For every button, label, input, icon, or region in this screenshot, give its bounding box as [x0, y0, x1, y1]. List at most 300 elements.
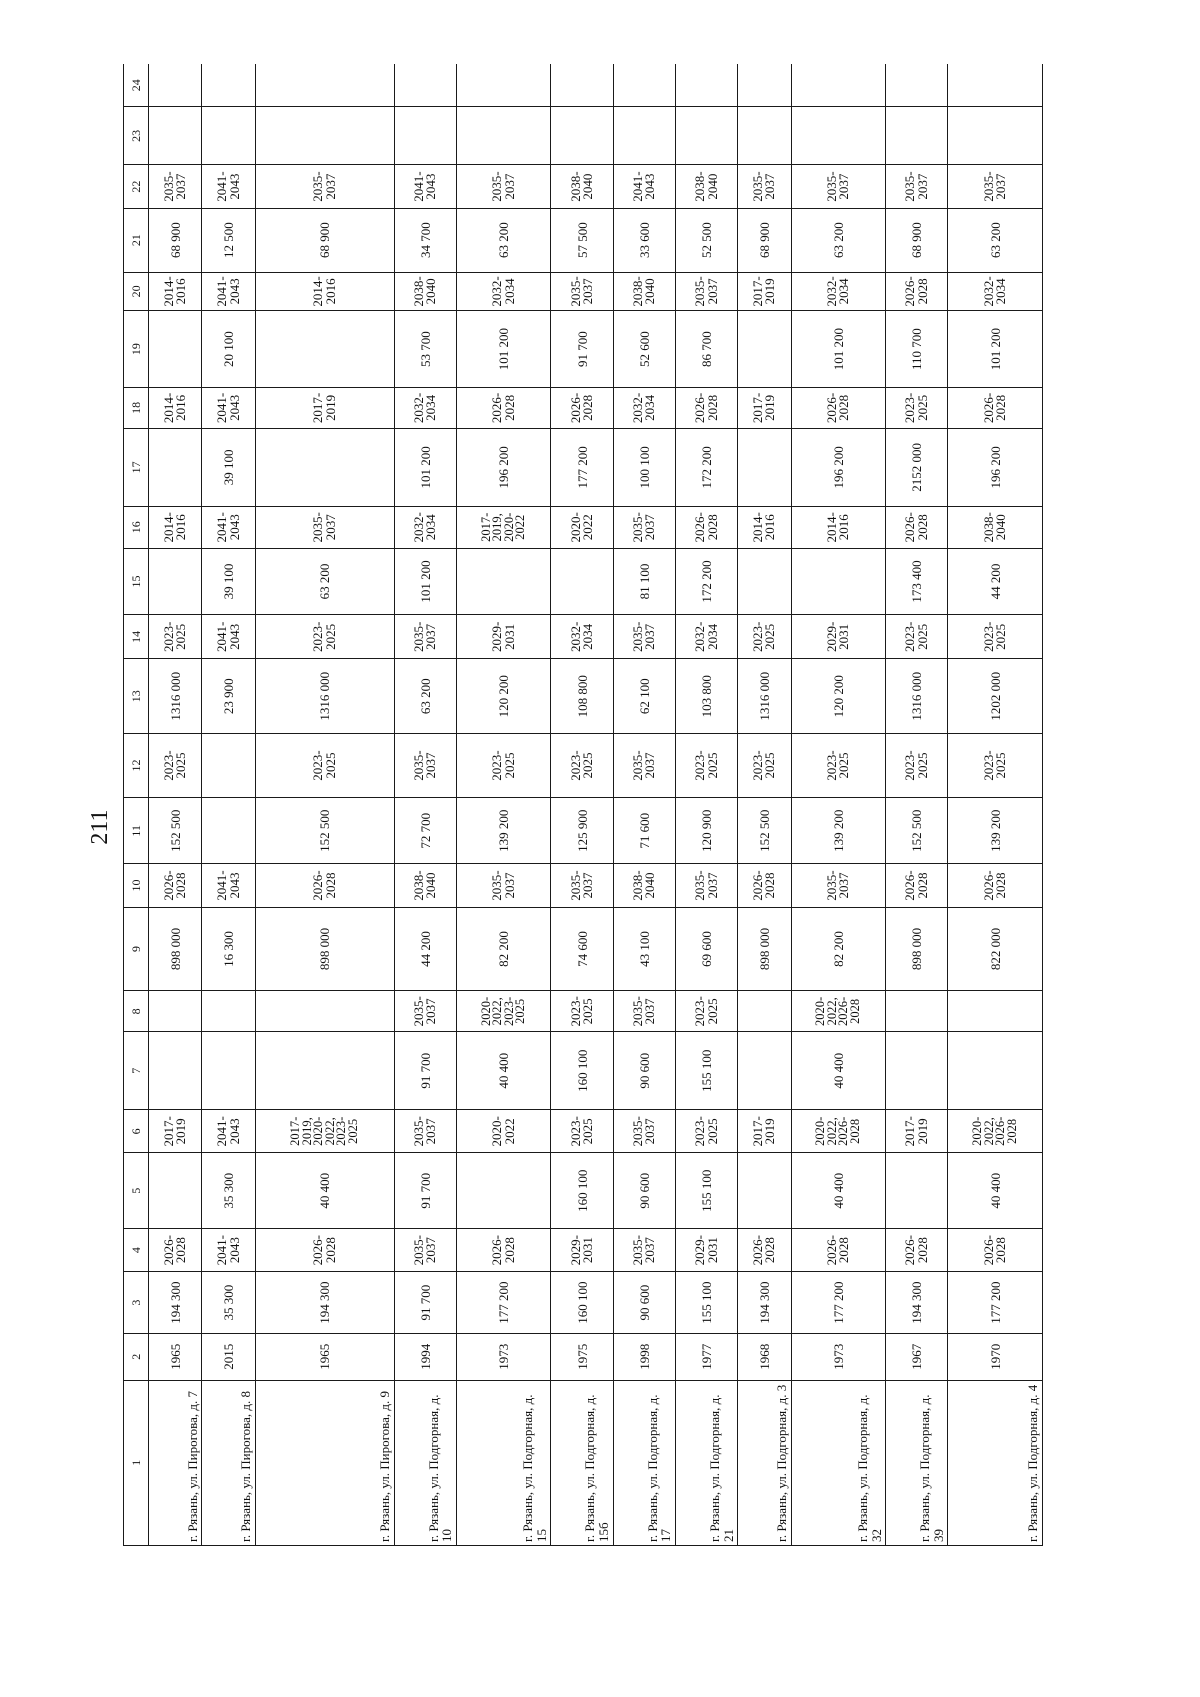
table-cell: 2017- 2019 [738, 272, 791, 310]
column-number-cell: 13 [124, 659, 149, 734]
table-cell: 139 200 [948, 798, 1043, 864]
column-number-cell: 9 [124, 907, 149, 991]
table-cell: 2035- 2037 [255, 165, 394, 208]
table-cell: 194 300 [149, 1272, 202, 1334]
table-cell [255, 311, 394, 388]
table-cell: 2032- 2034 [394, 388, 456, 429]
table-cell: 91 700 [394, 1032, 456, 1110]
table-cell: 2026- 2028 [948, 388, 1043, 429]
table-cell: 90 600 [613, 1272, 675, 1334]
table-cell [202, 64, 255, 107]
table-cell: 898 000 [149, 907, 202, 991]
table-cell: 2023- 2025 [255, 615, 394, 659]
table-cell: 1965 [149, 1333, 202, 1380]
column-number-cell: 6 [124, 1110, 149, 1153]
table-cell: 2017- 2019 [886, 1110, 948, 1153]
table-cell: 2041- 2043 [202, 1110, 255, 1153]
table-cell: 103 800 [676, 659, 738, 734]
table-cell: 2026- 2028 [738, 1229, 791, 1272]
table-cell: 2035- 2037 [394, 1110, 456, 1153]
column-number-cell: 12 [124, 734, 149, 798]
table-row [886, 64, 948, 1546]
table-cell: 63 200 [255, 548, 394, 614]
table-cell: 110 700 [886, 311, 948, 388]
table-cell [149, 991, 202, 1032]
table-cell [948, 107, 1043, 165]
table-cell [886, 991, 948, 1032]
repair-schedule-table [123, 64, 1043, 1546]
page-number: 211 [87, 809, 113, 845]
column-number-cell: 14 [124, 615, 149, 659]
table-cell: 2020- 2022, 2026- 2028 [791, 1110, 886, 1153]
table-cell: 2023- 2025 [551, 991, 613, 1032]
table-cell: 2038- 2040 [551, 165, 613, 208]
table-cell: 2017- 2019, 2020- 2022, 2023- 2025 [255, 1110, 394, 1153]
table-container [123, 64, 1043, 1546]
table-cell: 101 200 [791, 311, 886, 388]
table-cell: 172 200 [676, 428, 738, 506]
table-cell [202, 798, 255, 864]
address-cell: г. Рязань, ул. Подгорная, д. 17 [613, 1380, 675, 1545]
table-cell: 160 100 [551, 1272, 613, 1334]
table-cell [255, 64, 394, 107]
table-cell: 2023- 2025 [149, 615, 202, 659]
table-cell: 82 200 [456, 907, 551, 991]
table-cell [948, 991, 1043, 1032]
table-cell: 2032- 2034 [791, 272, 886, 310]
column-number-cell: 11 [124, 798, 149, 864]
table-cell: 2023- 2025 [255, 734, 394, 798]
column-number-cell: 7 [124, 1032, 149, 1110]
table-row [202, 64, 255, 1546]
table-cell [456, 548, 551, 614]
table-cell: 2014- 2016 [791, 506, 886, 548]
table-cell: 2041- 2043 [202, 165, 255, 208]
table-cell [202, 107, 255, 165]
table-cell: 2023- 2025 [738, 734, 791, 798]
table-cell: 152 500 [149, 798, 202, 864]
table-cell: 2035- 2037 [613, 1229, 675, 1272]
table-cell: 196 200 [456, 428, 551, 506]
table-cell: 2026- 2028 [886, 272, 948, 310]
table-cell: 53 700 [394, 311, 456, 388]
table-cell [149, 311, 202, 388]
table-cell: 90 600 [613, 1153, 675, 1229]
column-number-cell: 20 [124, 272, 149, 310]
table-cell: 1967 [886, 1333, 948, 1380]
table-cell: 2029- 2031 [676, 1229, 738, 1272]
table-cell: 16 300 [202, 907, 255, 991]
table-row [948, 64, 1043, 1546]
table-cell: 57 500 [551, 208, 613, 272]
table-cell [738, 64, 791, 107]
table-cell: 63 200 [948, 208, 1043, 272]
table-cell [551, 548, 613, 614]
table-cell: 120 900 [676, 798, 738, 864]
table-cell: 152 500 [255, 798, 394, 864]
table-cell: 1975 [551, 1333, 613, 1380]
table-cell: 2035- 2037 [738, 165, 791, 208]
table-cell: 2038- 2040 [394, 272, 456, 310]
address-cell: г. Рязань, ул. Пирогова, д. 7 [149, 1380, 202, 1545]
table-cell: 91 700 [394, 1272, 456, 1334]
table-cell: 40 400 [791, 1153, 886, 1229]
table-cell [149, 428, 202, 506]
table-cell: 2035- 2037 [948, 165, 1043, 208]
table-cell: 2014- 2016 [255, 272, 394, 310]
table-cell: 898 000 [255, 907, 394, 991]
table-cell: 2041- 2043 [202, 506, 255, 548]
table-cell [551, 107, 613, 165]
table-cell: 2020- 2022, 2026- 2028 [791, 991, 886, 1032]
table-row [456, 64, 551, 1546]
table-cell: 139 200 [791, 798, 886, 864]
table-cell: 2020- 2022, 2026- 2028 [948, 1110, 1043, 1153]
table-cell: 2035- 2037 [456, 165, 551, 208]
table-cell: 2041- 2043 [202, 388, 255, 429]
address-cell: г. Рязань, ул. Подгорная, д. 4 [948, 1380, 1043, 1545]
table-cell: 1977 [676, 1333, 738, 1380]
table-cell: 2035- 2037 [791, 165, 886, 208]
table-cell: 2035- 2037 [149, 165, 202, 208]
table-cell: 2035- 2037 [255, 506, 394, 548]
table-cell: 40 400 [255, 1153, 394, 1229]
table-cell: 2035- 2037 [613, 506, 675, 548]
table-cell: 101 200 [948, 311, 1043, 388]
table-cell: 2014- 2016 [149, 388, 202, 429]
table-cell: 2017- 2019 [149, 1110, 202, 1153]
table-cell: 52 600 [613, 311, 675, 388]
table-cell: 81 100 [613, 548, 675, 614]
table-row [255, 64, 394, 1546]
table-cell: 1202 000 [948, 659, 1043, 734]
table-cell: 172 200 [676, 548, 738, 614]
table-cell: 898 000 [886, 907, 948, 991]
table-cell: 2035- 2037 [551, 864, 613, 907]
table-cell: 1970 [948, 1333, 1043, 1380]
table-cell [886, 1153, 948, 1229]
column-number-cell: 4 [124, 1229, 149, 1272]
table-cell [676, 107, 738, 165]
table-row [551, 64, 613, 1546]
table-row [613, 64, 675, 1546]
table-cell: 43 100 [613, 907, 675, 991]
table-cell: 2023- 2025 [149, 734, 202, 798]
table-cell: 155 100 [676, 1032, 738, 1110]
rotated-table-frame [123, 64, 1043, 1546]
table-cell: 40 400 [948, 1153, 1043, 1229]
table-cell: 2017- 2019 [738, 1110, 791, 1153]
table-cell: 2032- 2034 [456, 272, 551, 310]
table-cell: 35 300 [202, 1272, 255, 1334]
table-row [394, 64, 456, 1546]
table-cell: 44 200 [394, 907, 456, 991]
table-cell: 194 300 [886, 1272, 948, 1334]
table-cell: 2041- 2043 [202, 615, 255, 659]
table-cell: 20 100 [202, 311, 255, 388]
column-number-cell: 2 [124, 1333, 149, 1380]
table-cell: 177 200 [551, 428, 613, 506]
table-cell: 2026- 2028 [676, 388, 738, 429]
table-cell: 2026- 2028 [791, 1229, 886, 1272]
table-cell: 2026- 2028 [676, 506, 738, 548]
table-cell: 74 600 [551, 907, 613, 991]
table-cell: 2017- 2019 [738, 388, 791, 429]
table-cell: 68 900 [149, 208, 202, 272]
table-cell: 101 200 [394, 428, 456, 506]
table-cell: 2023- 2025 [948, 734, 1043, 798]
table-cell: 2023- 2025 [456, 734, 551, 798]
table-cell: 40 400 [456, 1032, 551, 1110]
table-cell: 63 200 [791, 208, 886, 272]
table-cell [738, 311, 791, 388]
table-cell: 2026- 2028 [149, 864, 202, 907]
table-cell [255, 1032, 394, 1110]
table-cell: 2041- 2043 [202, 864, 255, 907]
table-cell: 2026- 2028 [738, 864, 791, 907]
table-cell [255, 428, 394, 506]
table-cell: 62 100 [613, 659, 675, 734]
table-cell [149, 1032, 202, 1110]
table-cell: 71 600 [613, 798, 675, 864]
table-cell: 2035- 2037 [613, 734, 675, 798]
table-cell: 2026- 2028 [886, 864, 948, 907]
table-cell [738, 548, 791, 614]
column-number-cell: 3 [124, 1272, 149, 1334]
table-cell [202, 734, 255, 798]
column-number-header-row [124, 64, 149, 1546]
table-cell: 2035- 2037 [676, 272, 738, 310]
table-cell [394, 107, 456, 165]
column-number-cell: 10 [124, 864, 149, 907]
table-cell: 2015 [202, 1333, 255, 1380]
table-cell: 196 200 [791, 428, 886, 506]
table-cell: 2041- 2043 [202, 272, 255, 310]
table-cell: 2023- 2025 [676, 1110, 738, 1153]
table-row [791, 64, 886, 1546]
table-cell [394, 64, 456, 107]
table-cell: 1994 [394, 1333, 456, 1380]
table-cell: 2023- 2025 [948, 615, 1043, 659]
table-cell: 69 600 [676, 907, 738, 991]
table-cell: 2035- 2037 [394, 615, 456, 659]
column-number-cell: 24 [124, 64, 149, 107]
address-cell: г. Рязань, ул. Пирогова, д. 8 [202, 1380, 255, 1545]
address-cell: г. Рязань, ул. Подгорная, д. 39 [886, 1380, 948, 1545]
table-cell: 2026- 2028 [791, 388, 886, 429]
table-cell: 177 200 [791, 1272, 886, 1334]
table-cell: 2032- 2034 [676, 615, 738, 659]
column-number-cell: 15 [124, 548, 149, 614]
table-cell: 2023- 2025 [676, 734, 738, 798]
address-cell: г. Рязань, ул. Подгорная, д. 3 [738, 1380, 791, 1545]
table-cell: 2023- 2025 [886, 388, 948, 429]
table-cell: 1316 000 [255, 659, 394, 734]
address-cell: г. Рязань, ул. Подгорная, д. 15б [551, 1380, 613, 1545]
table-cell: 2032- 2034 [394, 506, 456, 548]
table-cell: 2035- 2037 [456, 864, 551, 907]
table-cell: 35 300 [202, 1153, 255, 1229]
table-cell: 177 200 [948, 1272, 1043, 1334]
table-cell: 2023- 2025 [791, 734, 886, 798]
table-cell: 2026- 2028 [948, 864, 1043, 907]
table-cell: 91 700 [551, 311, 613, 388]
table-cell: 2029- 2031 [456, 615, 551, 659]
table-cell: 23 900 [202, 659, 255, 734]
table-cell: 196 200 [948, 428, 1043, 506]
address-cell: г. Рязань, ул. Пирогова, д. 9 [255, 1380, 394, 1545]
table-cell: 2020- 2022 [551, 506, 613, 548]
table-cell: 100 100 [613, 428, 675, 506]
table-cell: 125 900 [551, 798, 613, 864]
column-number-cell: 22 [124, 165, 149, 208]
table-cell [738, 991, 791, 1032]
table-cell: 101 200 [394, 548, 456, 614]
table-cell: 2029- 2031 [791, 615, 886, 659]
table-cell: 1316 000 [886, 659, 948, 734]
table-cell: 2026- 2028 [149, 1229, 202, 1272]
table-cell: 2020- 2022, 2023- 2025 [456, 991, 551, 1032]
table-cell: 72 700 [394, 798, 456, 864]
table-cell: 108 800 [551, 659, 613, 734]
table-cell: 68 900 [255, 208, 394, 272]
table-cell [255, 107, 394, 165]
table-cell: 160 100 [551, 1153, 613, 1229]
table-row [738, 64, 791, 1546]
table-cell: 2026- 2028 [886, 506, 948, 548]
table-cell: 194 300 [255, 1272, 394, 1334]
table-cell [791, 548, 886, 614]
table-cell: 2026- 2028 [948, 1229, 1043, 1272]
table-cell: 82 200 [791, 907, 886, 991]
table-cell [456, 1153, 551, 1229]
table-cell: 2023- 2025 [886, 615, 948, 659]
column-number-cell: 23 [124, 107, 149, 165]
table-cell: 68 900 [738, 208, 791, 272]
table-cell [948, 64, 1043, 107]
table-cell: 120 200 [791, 659, 886, 734]
table-cell [613, 64, 675, 107]
table-cell: 2026- 2028 [551, 388, 613, 429]
table-cell: 2023- 2025 [738, 615, 791, 659]
table-cell: 39 100 [202, 548, 255, 614]
table-cell [202, 991, 255, 1032]
table-cell: 2020- 2022 [456, 1110, 551, 1153]
table-cell [886, 107, 948, 165]
table-cell: 2035- 2037 [394, 734, 456, 798]
table-cell: 2035- 2037 [886, 165, 948, 208]
table-cell [791, 64, 886, 107]
table-cell: 2038- 2040 [948, 506, 1043, 548]
table-cell: 120 200 [456, 659, 551, 734]
column-number-cell: 1 [124, 1380, 149, 1545]
table-cell: 155 100 [676, 1272, 738, 1334]
table-cell: 1998 [613, 1333, 675, 1380]
table-cell: 33 600 [613, 208, 675, 272]
table-cell: 1965 [255, 1333, 394, 1380]
column-number-cell: 8 [124, 991, 149, 1032]
table-cell: 2023- 2025 [551, 1110, 613, 1153]
table-cell: 2017- 2019, 2020- 2022 [456, 506, 551, 548]
table-cell: 1973 [791, 1333, 886, 1380]
table-cell: 68 900 [886, 208, 948, 272]
table-cell [149, 64, 202, 107]
table-cell [738, 1153, 791, 1229]
column-number-cell: 17 [124, 428, 149, 506]
column-number-cell: 18 [124, 388, 149, 429]
column-number-cell: 21 [124, 208, 149, 272]
table-cell: 177 200 [456, 1272, 551, 1334]
table-cell: 63 200 [394, 659, 456, 734]
table-cell: 39 100 [202, 428, 255, 506]
address-cell: г. Рязань, ул. Подгорная, д. 21 [676, 1380, 738, 1545]
table-cell: 101 200 [456, 311, 551, 388]
table-cell: 44 200 [948, 548, 1043, 614]
table-cell: 2023- 2025 [886, 734, 948, 798]
table-cell: 194 300 [738, 1272, 791, 1334]
table-cell: 2035- 2037 [613, 1110, 675, 1153]
address-cell: г. Рязань, ул. Подгорная, д. 15 [456, 1380, 551, 1545]
table-cell [948, 1032, 1043, 1110]
table-cell: 152 500 [738, 798, 791, 864]
table-cell: 152 500 [886, 798, 948, 864]
table-cell: 2041- 2043 [613, 165, 675, 208]
table-cell: 173 400 [886, 548, 948, 614]
table-cell: 2014- 2016 [149, 506, 202, 548]
table-cell: 1316 000 [738, 659, 791, 734]
table-cell: 12 500 [202, 208, 255, 272]
table-cell [886, 1032, 948, 1110]
table-cell [551, 64, 613, 107]
table-cell: 2035- 2037 [613, 615, 675, 659]
table-cell: 2038- 2040 [394, 864, 456, 907]
table-cell: 2152 000 [886, 428, 948, 506]
table-cell: 86 700 [676, 311, 738, 388]
table-cell [613, 107, 675, 165]
table-cell: 2035- 2037 [394, 1229, 456, 1272]
column-number-cell: 19 [124, 311, 149, 388]
table-cell: 1968 [738, 1333, 791, 1380]
table-cell: 2014- 2016 [149, 272, 202, 310]
table-cell [149, 548, 202, 614]
table-cell: 2035- 2037 [613, 991, 675, 1032]
table-cell [791, 107, 886, 165]
table-cell: 139 200 [456, 798, 551, 864]
table-cell [738, 428, 791, 506]
table-cell: 2014- 2016 [738, 506, 791, 548]
table-cell: 1973 [456, 1333, 551, 1380]
table-cell [149, 1153, 202, 1229]
table-cell [149, 107, 202, 165]
table-cell: 2035- 2037 [676, 864, 738, 907]
table-cell: 52 500 [676, 208, 738, 272]
table-cell: 90 600 [613, 1032, 675, 1110]
table-row [676, 64, 738, 1546]
table-cell: 2023- 2025 [551, 734, 613, 798]
table-cell: 2041- 2043 [202, 1229, 255, 1272]
table-cell [255, 991, 394, 1032]
table-cell: 2023- 2025 [676, 991, 738, 1032]
table-cell: 2038- 2040 [676, 165, 738, 208]
table-cell: 898 000 [738, 907, 791, 991]
table-cell: 2017- 2019 [255, 388, 394, 429]
table-cell [456, 107, 551, 165]
table-cell [886, 64, 948, 107]
table-cell: 2038- 2040 [613, 272, 675, 310]
table-cell: 2026- 2028 [456, 1229, 551, 1272]
table-cell: 2032- 2034 [613, 388, 675, 429]
address-cell: г. Рязань, ул. Подгорная, д. 32 [791, 1380, 886, 1545]
